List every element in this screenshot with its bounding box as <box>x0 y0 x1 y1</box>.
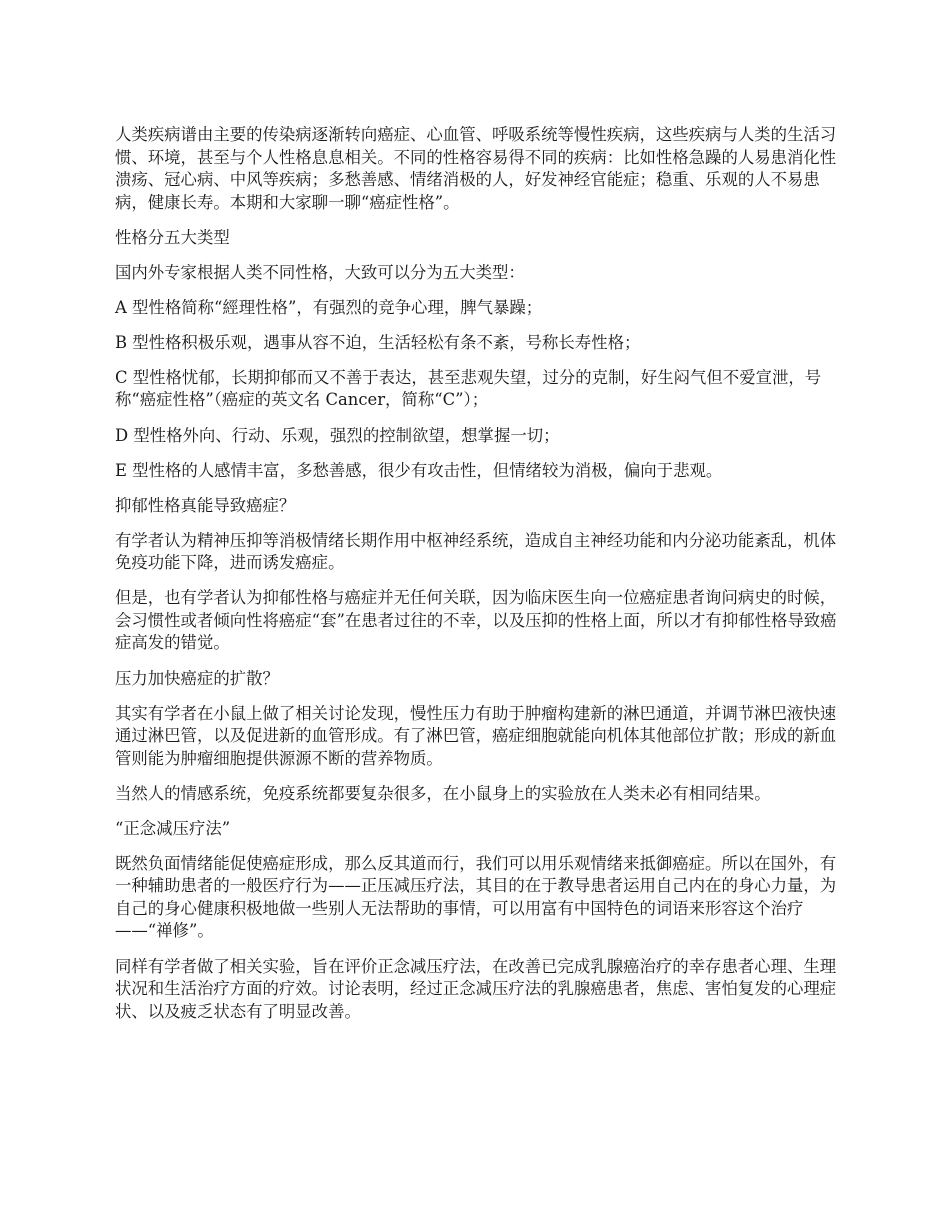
intro-paragraph: 人类疾病谱由主要的传染病逐渐转向癌症、心血管、呼吸系统等慢性疾病，这些疾病与人类的生活习惯、环境，甚至与个人性格息息相关。不同的性格容易得不同的疾病：比如性格急躁的人易患消化性溃疡、冠心病、中风等疾病；多愁善感、情绪消极的人，好发神经官能症；稳重、乐观的人不易患病，健康长寿。本期和大家聊一聊“癌症性格”。 <box>115 125 837 212</box>
type-e-paragraph: E 型性格的人感情丰富，多愁善感，很少有攻击性，但情绪较为消极，偏向于悲观。 <box>115 460 723 480</box>
mindfulness-paragraph-2: 同样有学者做了相关实验，旨在评价正念减压疗法，在改善已完成乳腺癌治疗的幸存患者心理、生理状况和生活治疗方面的疗效。讨论表明，经过正念减压疗法的乳腺癌患者，焦虑、害怕复发的心理症状、以及疲乏状态有了明显改善。 <box>115 956 837 1021</box>
type-b-paragraph: B 型性格积极乐观，遇事从容不迫，生活轻松有条不紊，号称长寿性格； <box>115 332 641 352</box>
types-intro-paragraph: 国内外专家根据人类不同性格，大致可以分为五大类型： <box>115 262 525 282</box>
type-c-paragraph: C 型性格忧郁，长期抑郁而又不善于表达，甚至悲观失望，过分的克制，好生闷气但不爱宣泄，号称“癌症性格”（癌症的英文名 Cancer，简称“C”）； <box>115 367 822 410</box>
type-d-paragraph: D 型性格外向、行动、乐观，强烈的控制欲望，想掌握一切； <box>115 425 560 445</box>
section-heading-mindfulness: “正念减压疗法” <box>115 818 231 838</box>
depression-paragraph-2: 但是，也有学者认为抑郁性格与癌症并无任何关联，因为临床医生向一位癌症患者询问病史的时候，会习惯性或者倾向性将癌症“套”在患者过往的不幸，以及压抑的性格上面，所以才有抑郁性格导致癌症高发的错觉。 <box>115 588 837 653</box>
depression-paragraph-1: 有学者认为精神压抑等消极情绪长期作用中枢神经系统，造成自主神经功能和内分泌功能紊乱，机体免疫功能下降，进而诱发癌症。 <box>115 530 837 573</box>
stress-paragraph-1: 其实有学者在小鼠上做了相关讨论发现，慢性压力有助于肿瘤构建新的淋巴通道，并调节淋巴液快速通过淋巴管，以及促进新的血管形成。有了淋巴管，癌症细胞就能向机体其他部位扩散；形成的新血管则能为肿瘤细胞提供源源不断的营养物质。 <box>115 703 837 768</box>
type-a-paragraph: A 型性格简称“經理性格”，有强烈的竞争心理，脾气暴躁； <box>115 297 543 317</box>
document-body <box>115 124 839 1036</box>
mindfulness-paragraph-1: 既然负面情绪能促使癌症形成，那么反其道而行，我们可以用乐观情绪来抵御癌症。所以在国外，有一种辅助患者的一般医疗行为——正压减压疗法，其目的在于教导患者运用自己内在的身心力量，为自己的身心健康积极地做一些别人无法帮助的事情，可以用富有中国特色的词语来形容这个治疗——“禅修”。 <box>115 853 837 941</box>
section-heading-depression-cancer: 抑郁性格真能导致癌症？ <box>115 495 296 515</box>
stress-paragraph-2: 当然人的情感系统，免疫系统都要复杂很多，在小鼠身上的实验放在人类未必有相同结果。 <box>115 783 771 803</box>
section-heading-personality-types: 性格分五大类型 <box>115 227 230 247</box>
section-heading-stress-spread: 压力加快癌症的扩散？ <box>115 668 279 688</box>
